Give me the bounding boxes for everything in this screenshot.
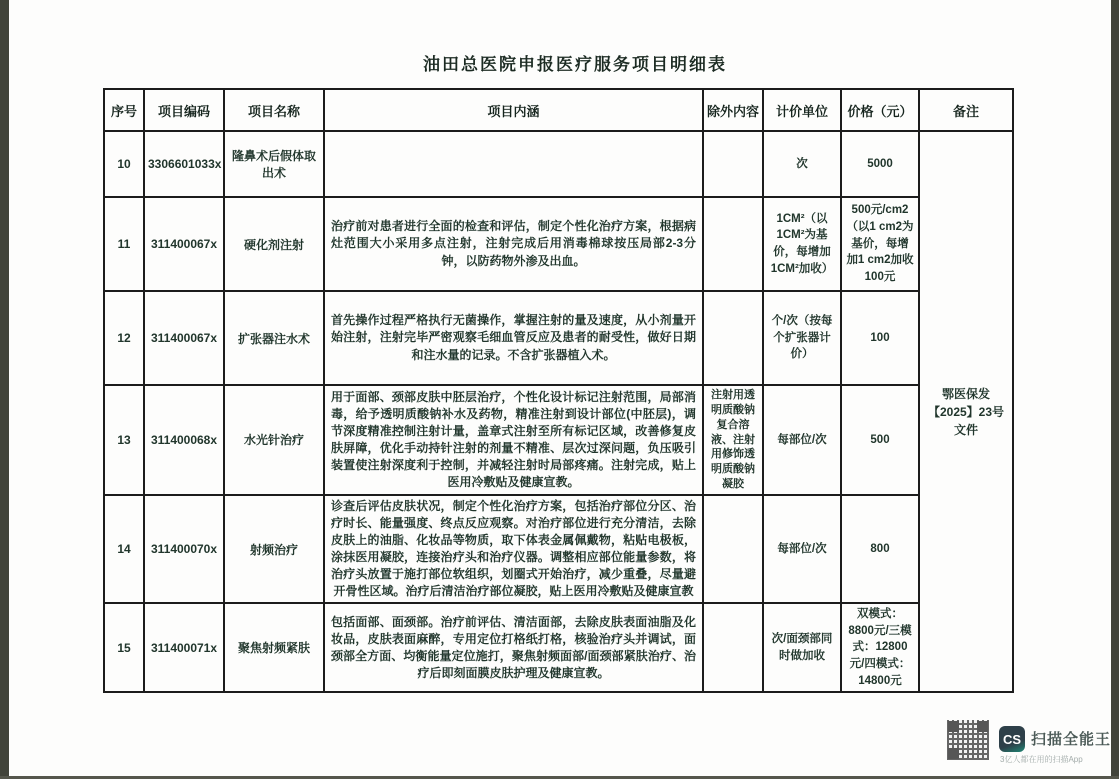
cell-price: 双模式：8800元/三模式：12800元/四模式：14800元 (841, 603, 919, 692)
camscanner-app-name: 扫描全能王 (1031, 731, 1112, 748)
qr-code (947, 720, 989, 760)
cell-code: 311400067x (144, 197, 224, 291)
cell-content: 诊查后评估皮肤状况，制定个性化治疗方案，包括治疗部位分区、治疗时长、能量强度、终点反应观察。对治疗部位进行充分清洁，去除皮肤上的油脂、化妆品等物质，取下体表金属佩戴物，粘贴电极板，涂抹医用凝胶，连接治疗头和治疗仪器。调整相应部位能量参数，将治疗头放置于施打部位软组织，划圈式开始治疗，减少重叠，尽量避开骨性区域。治疗后清洁治疗部位凝胶，贴上医用冷敷贴及健康宣教 (324, 495, 703, 603)
header-unit: 计价单位 (763, 89, 841, 131)
cell-content: 治疗前对患者进行全面的检查和评估，制定个性化治疗方案，根据病灶范围大小采用多点注射，注射完成后用消毒棉球按压局部2-3分钟，以防药物外渗及出血。 (324, 197, 703, 291)
cell-price: 800 (841, 495, 919, 603)
cell-exclusion (703, 603, 763, 692)
camscanner-logo-icon: CS (999, 726, 1025, 752)
cell-seq: 12 (104, 291, 144, 385)
cell-seq: 10 (104, 131, 144, 197)
camscanner-tagline: 3亿人都在用的扫描App (1000, 755, 1083, 764)
cell-remark-merged: 鄂医保发【2025】23号文件 (919, 131, 1013, 692)
table-row (104, 197, 1013, 291)
header-exclusion: 除外内容 (703, 89, 763, 131)
header-name: 项目名称 (224, 89, 324, 131)
cell-price: 5000 (841, 131, 919, 197)
cell-unit: 次/面颈部同时做加收 (763, 603, 841, 692)
cell-exclusion: 注射用透明质酸钠复合溶液、注射用修饰透明质酸钠凝胶 (703, 385, 763, 495)
cell-unit: 每部位/次 (763, 385, 841, 495)
cell-content: 首先操作过程严格执行无菌操作，掌握注射的量及速度，从小剂量开始注射，注射完毕严密观察毛细血管反应及患者的耐受性，做好日期和注水量的记录。不含扩张器植入术。 (324, 291, 703, 385)
cell-code: 311400071x (144, 603, 224, 692)
cell-content: 包括面部、面颈部。治疗前评估、清洁面部，去除皮肤表面油脂及化妆品，皮肤表面麻醉，专用定位打格纸打格，核验治疗头并调试，面颈部全方面、均衡能量定位施打，聚焦射频面部/面颈部紧肤治疗、治疗后即刻面膜皮肤护理及健康宣教。 (324, 603, 703, 692)
medical-service-price-table (103, 88, 1014, 693)
cell-code: 311400067x (144, 291, 224, 385)
cell-name: 聚焦射频紧肤 (224, 603, 324, 692)
cell-price: 100 (841, 291, 919, 385)
page-title: 油田总医院申报医疗服务项目明细表 (423, 55, 727, 74)
cell-exclusion (703, 197, 763, 291)
table-header-row (104, 89, 1013, 131)
cell-price: 500 (841, 385, 919, 495)
scan-edge-right (1111, 0, 1119, 779)
cell-unit: 次 (763, 131, 841, 197)
camscanner-watermark (947, 717, 1112, 765)
cell-seq: 11 (104, 197, 144, 291)
header-content: 项目内涵 (324, 89, 703, 131)
cell-seq: 13 (104, 385, 144, 495)
cell-seq: 14 (104, 495, 144, 603)
cell-name: 射频治疗 (224, 495, 324, 603)
cell-exclusion (703, 291, 763, 385)
header-remark: 备注 (919, 89, 1013, 131)
cell-seq: 15 (104, 603, 144, 692)
cell-unit: 每部位/次 (763, 495, 841, 603)
header-price: 价格（元） (841, 89, 919, 131)
cell-unit: 1CM²（以1CM²为基价，每增加1CM²加收） (763, 197, 841, 291)
table-row (104, 291, 1013, 385)
header-code: 项目编码 (144, 89, 224, 131)
cell-code: 3306601033x (144, 131, 224, 197)
table-row (104, 603, 1013, 692)
header-seq: 序号 (104, 89, 144, 131)
cell-unit: 个/次（按每个扩张器计价） (763, 291, 841, 385)
cell-code: 311400070x (144, 495, 224, 603)
table-row (104, 131, 1013, 197)
cell-price: 500元/cm2（以1 cm2为基价，每增加1 cm2加收100元 (841, 197, 919, 291)
cell-name: 水光针治疗 (224, 385, 324, 495)
cell-name: 扩张器注水术 (224, 291, 324, 385)
cell-code: 311400068x (144, 385, 224, 495)
cell-content: 用于面部、颈部皮肤中胚层治疗，个性化设计标记注射范围，局部消毒，给予透明质酸钠补水及药物，精准注射到设计部位(中胚层)，调节深度精准控制注射计量，盖章式注射至所有标记区域，改善修复皮肤屏障，优化手动持针注射的剂量不精准、层次过深问题，负压吸引装置使注射深度利于控制，并减轻注射时局部疼痛。注射完成，贴上医用冷敷贴及健康宣教。 (324, 385, 703, 495)
cell-content (324, 131, 703, 197)
table-row (104, 495, 1013, 603)
cell-name: 硬化剂注射 (224, 197, 324, 291)
scan-edge-left (0, 0, 9, 779)
cell-exclusion (703, 131, 763, 197)
cell-name: 隆鼻术后假体取出术 (224, 131, 324, 197)
cell-exclusion (703, 495, 763, 603)
table-row (104, 385, 1013, 495)
